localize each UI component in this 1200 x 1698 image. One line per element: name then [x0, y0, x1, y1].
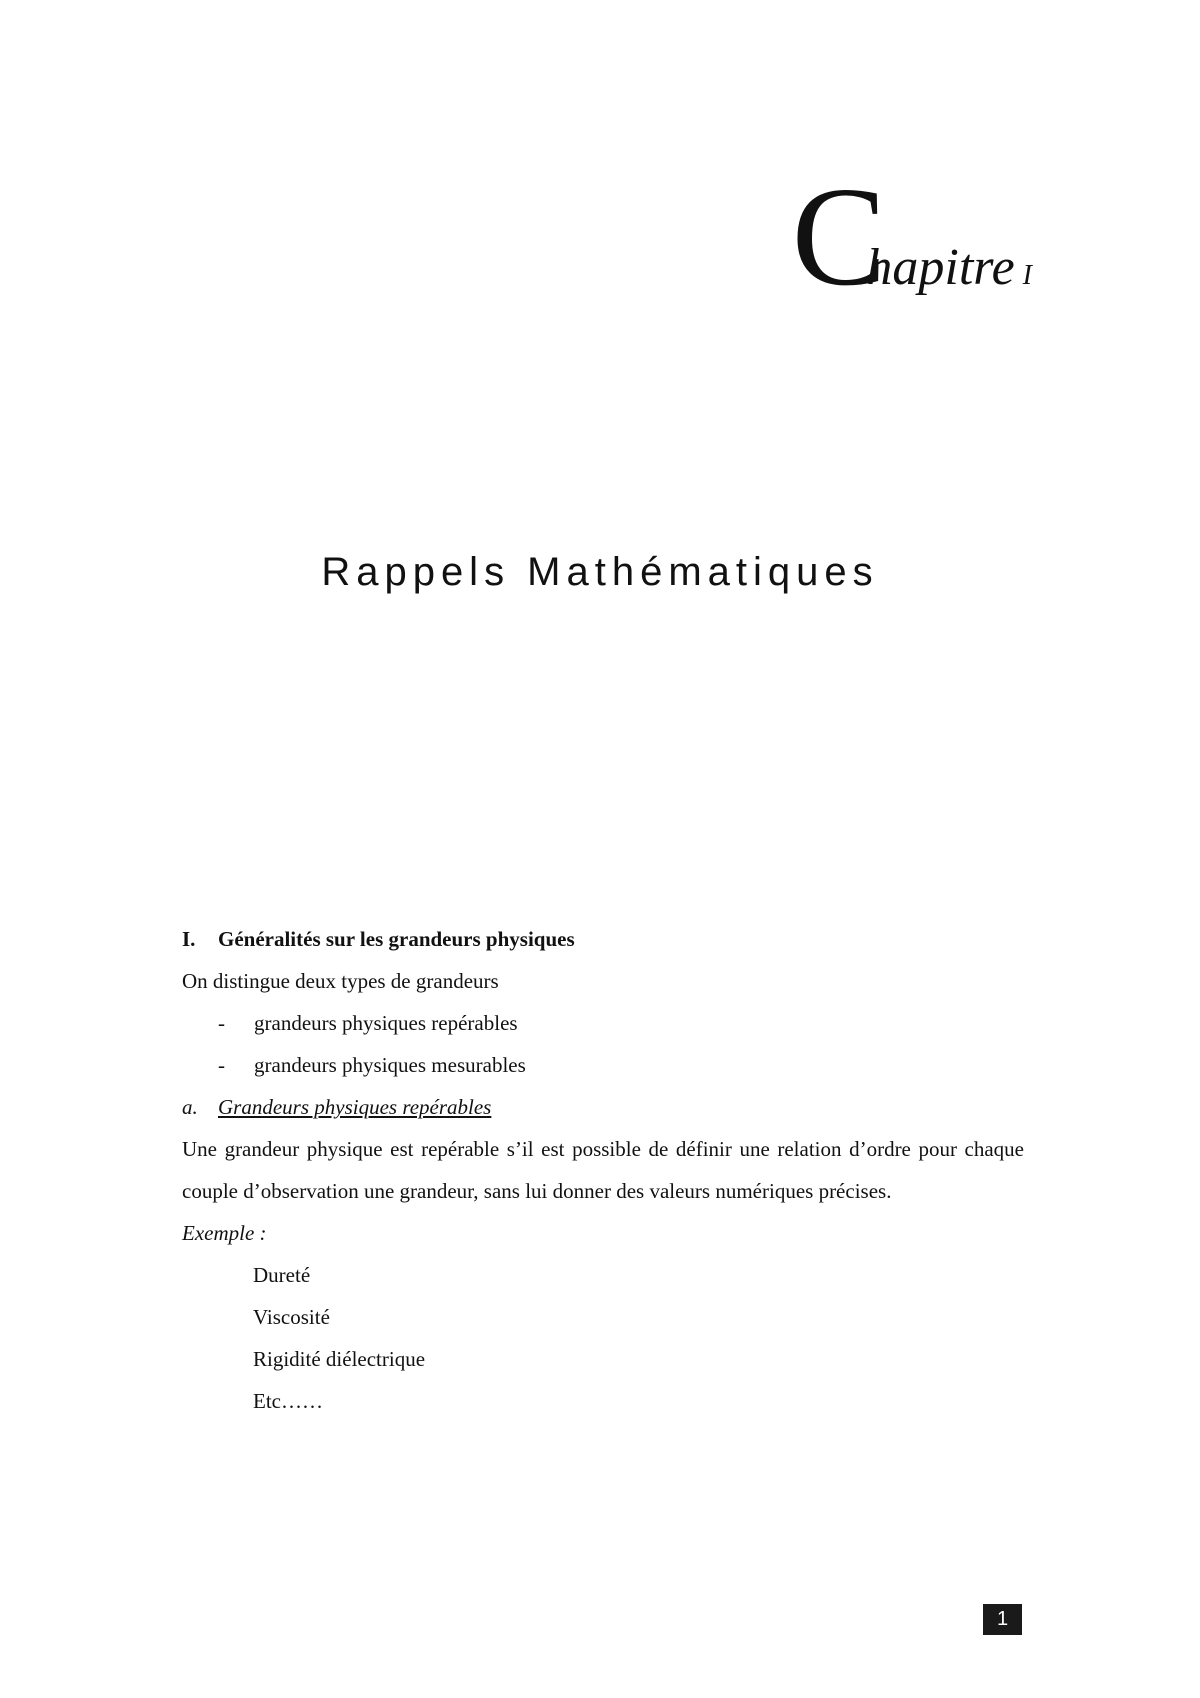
list-item [218, 1002, 1024, 1044]
page-title: Rappels Mathématiques [321, 550, 879, 594]
subsection-title: Grandeurs physiques repérables [218, 1095, 492, 1119]
dash-bullet: - [218, 1053, 225, 1077]
chapter-number: I [1022, 260, 1032, 291]
subsection-paragraph: Une grandeur physique est repérable s’il est possible de définir une relation d’ordre pour chaque couple d’observation une grandeur, sans lui donner des valeurs numériques précises. [182, 1137, 1024, 1203]
list-item-text: grandeurs physiques repérables [254, 1011, 518, 1035]
list-item: Dureté [253, 1263, 311, 1287]
section-number: I. [182, 927, 196, 951]
section-intro: On distingue deux types de grandeurs [182, 969, 499, 993]
dash-bullet: - [218, 1011, 225, 1035]
types-list [182, 1002, 1024, 1086]
list-item: Rigidité diélectrique [253, 1347, 426, 1371]
list-item: Viscosité [253, 1305, 330, 1329]
list-item: Etc…… [253, 1389, 323, 1413]
section-title: Généralités sur les grandeurs physiques [218, 927, 575, 951]
subsection-heading [182, 1086, 1024, 1128]
chapter-initial: C [791, 157, 881, 315]
example-label: Exemple : [182, 1221, 267, 1245]
chapter-word: hapitre [866, 239, 1015, 296]
chapter-heading [791, 157, 1032, 315]
page-number: 1 [983, 1604, 1022, 1635]
list-item [218, 1044, 1024, 1086]
subsection-letter: a. [182, 1095, 198, 1119]
section-heading [182, 918, 1024, 960]
main-content [182, 918, 1024, 1422]
examples-list [182, 1254, 1024, 1422]
list-item-text: grandeurs physiques mesurables [254, 1053, 526, 1077]
